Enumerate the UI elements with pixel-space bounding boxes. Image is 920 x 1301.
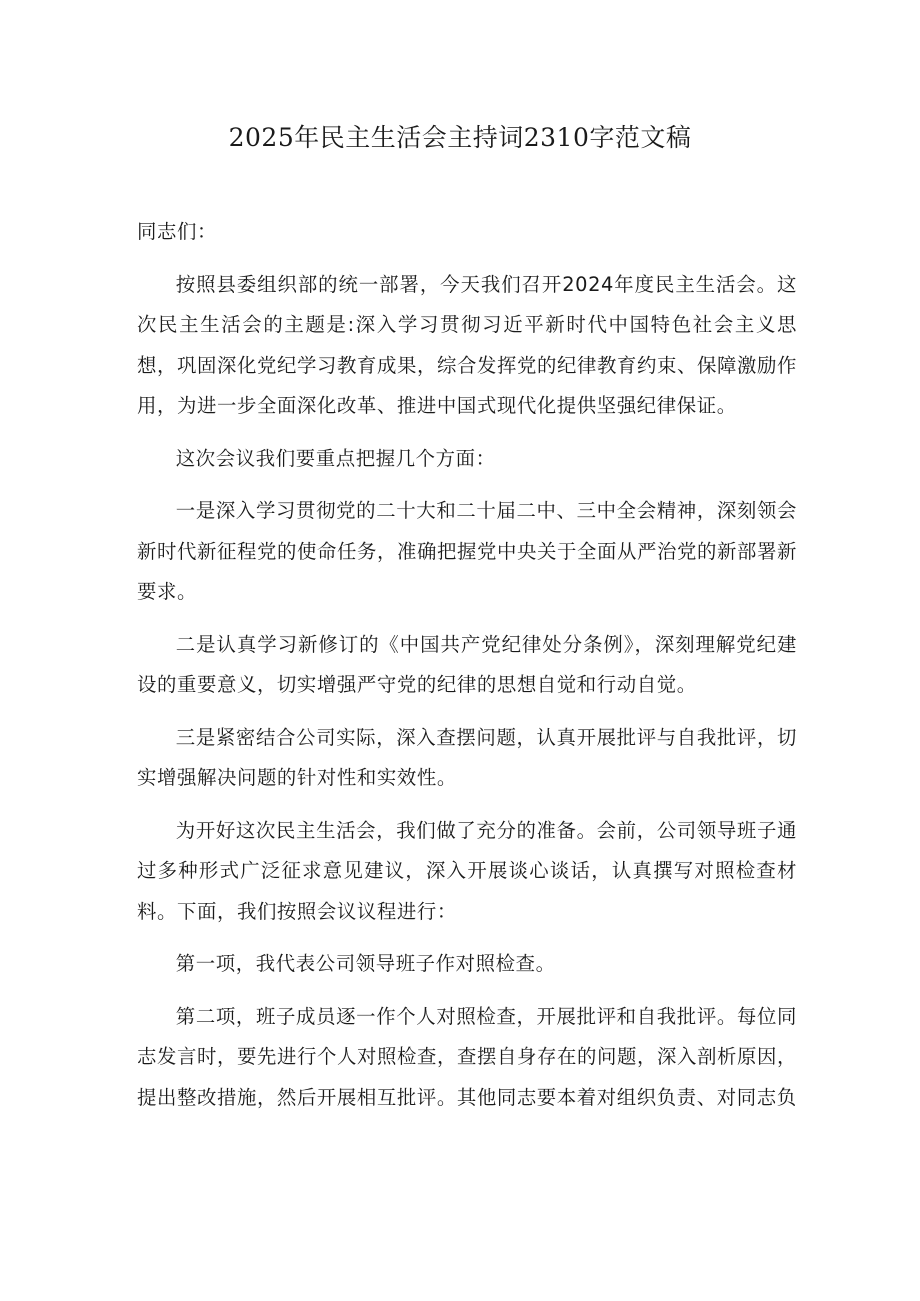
paragraph: 为开好这次民主生活会，我们做了充分的准备。会前，公司领导班子通过多种形式广泛征求意见建议，深入开展谈心谈话，认真撰写对照检查材料。下面，我们按照会议议程进行：	[137, 818, 797, 923]
paragraph: 二是认真学习新修订的《中国共产党纪律处分条例》，深刻理解党纪建设的重要意义，切实增强严守党的纪律的思想自觉和行动自觉。	[137, 632, 797, 696]
salutation: 同志们：	[137, 220, 217, 243]
paragraph: 第二项，班子成员逐一作个人对照检查，开展批评和自我批评。每位同志发言时，要先进行个人对照检查，查摆自身存在的问题，深入剖析原因，提出整改措施，然后开展相互批评。其他同志要本着对组织负责、对同志负	[137, 1004, 797, 1109]
paragraph: 一是深入学习贯彻党的二十大和二十届二中、三中全会精神，深刻领会新时代新征程党的使命任务，准确把握党中央关于全面从严治党的新部署新要求。	[137, 499, 797, 603]
paragraph: 这次会议我们要重点把握几个方面：	[175, 446, 496, 470]
paragraph: 按照县委组织部的统一部署，今天我们召开2024年度民主生活会。这次民主生活会的主题是:深入学习贯彻习近平新时代中国特色社会主义思想，巩固深化党纪学习教育成果，综合发挥党的纪律教育约束、保障激励作用，为进一步全面深化改革、推进中国式现代化提供坚强纪律保证。	[137, 272, 797, 417]
document-title: 2025年民主生活会主持词2310字范文稿	[228, 123, 692, 152]
paragraph: 三是紧密结合公司实际，深入查摆问题，认真开展批评与自我批评，切实增强解决问题的针对性和实效性。	[137, 725, 797, 789]
paragraph: 第一项，我代表公司领导班子作对照检查。	[175, 952, 556, 975]
document-body	[137, 212, 797, 1130]
